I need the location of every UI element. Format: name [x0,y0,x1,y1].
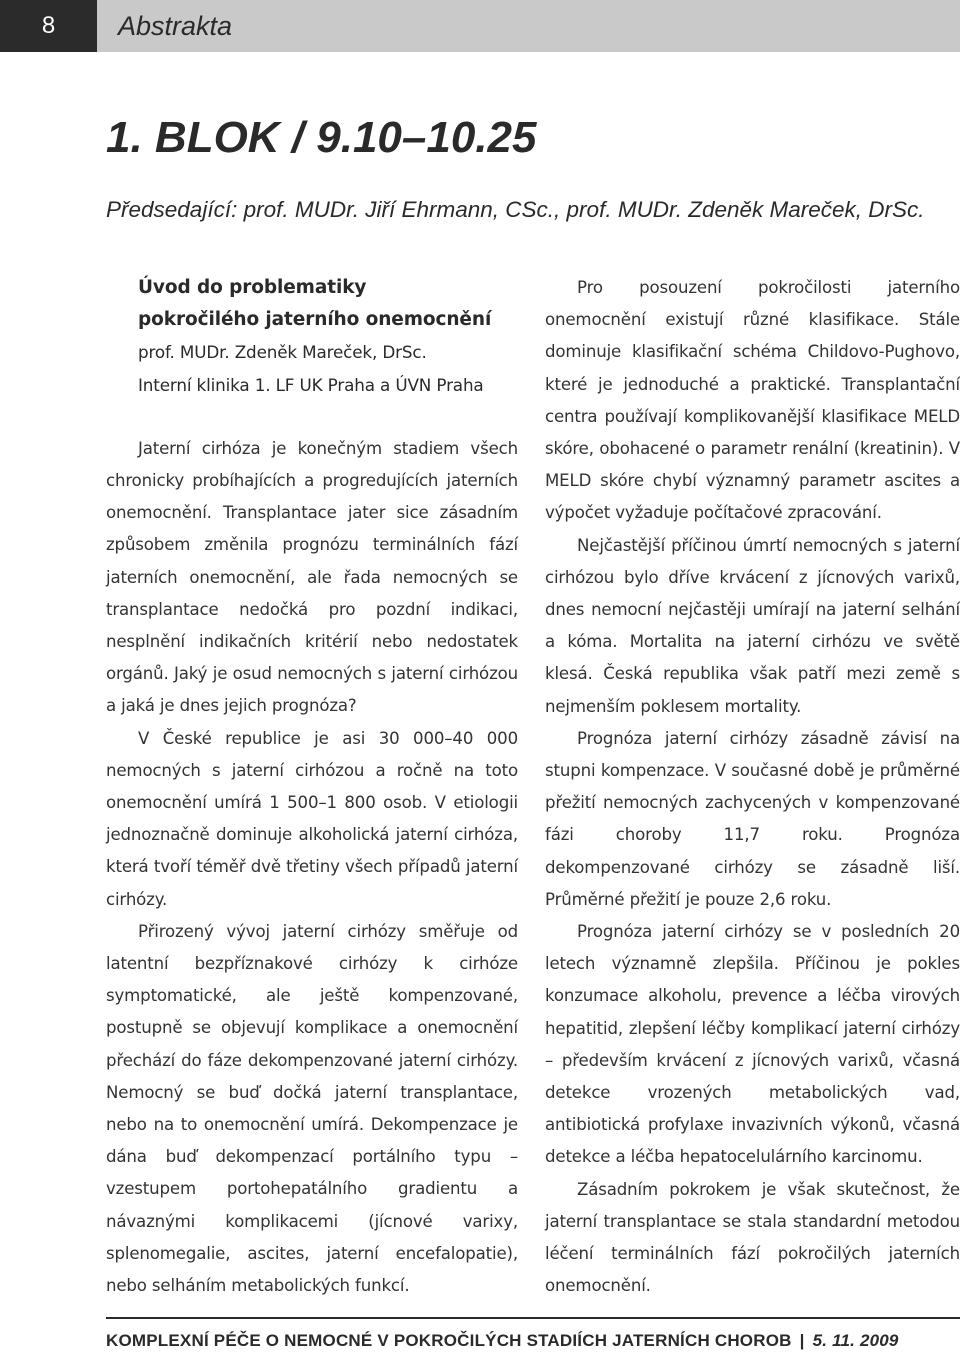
left-column [106,272,518,1302]
page-number: 8 [0,0,97,52]
paragraph: Zásadním pokrokem je však skutečnost, že jaterní transplantace se stala standardní metodou léčení terminálních fází pokročilých jaterních onemocnění. [545,1179,960,1296]
paragraph: V České republice je asi 30 000–40 000 nemocných s jaterní cirhózou a ročně na toto onemocnění umírá 1 500–1 800 osob. V etiologii jednoznačně dominuje alkoholická jaterní cirhóza, která tvoří téměř dvě třetiny všech případů jaterní cirhózy. [106,728,518,909]
paragraph: Prognóza jaterní cirhózy se v posledních 20 letech významně zlepšila. Příčinou je pokles konzumace alkoholu, prevence a léčba virových hepatitid, zlepšení léčby komplikací jaterní cirhózy – především krvácení z jícnových varixů, včasná detekce vrozených metabolických vad, antibiotická profylaxe invazivních výkonů, včasná detekce a léčba hepatocelulárního karcinomu. [545,922,960,1167]
footer-rule [106,1317,960,1319]
paragraph: Jaterní cirhóza je konečným stadiem všech chronicky probíhajících a progredujících jaterních onemocnění. Transplantace jater sice zásadním způsobem změnila prognózu terminálních fází jaterních onemocnění, ale řada nemocných se transplantace nedočká pro pozdní indikaci, nesplnění indikačních kritérií nebo nedostatek orgánů. Jaký je osud nemocných s jaterní cirhózou a jaká je dnes jejich prognóza? [106,438,518,716]
session-chairs: Předsedající: prof. MUDr. Jiří Ehrmann, CSc., prof. MUDr. Zdeněk Mareček, DrSc. [106,197,925,222]
article-title-line-2: pokročilého jaterního onemocnění [138,309,492,331]
paragraph: Přirozený vývoj jaterní cirhózy směřuje od latentní bezpříznakové cirhózy k cirhóze symptomatické, ale ještě kompenzované, postupně se objevují komplikace a onemocnění přechází do fáze dekompenzované jaterní cirhózy. Nemocný se buď dočká jaterní transplantace, nebo na to onemocnění umírá. Dekompenzace je dána buď dekompenzací portálního typu – vzestupem portohepatálního gradientu a návaznými komplikacemi (jícnové varixy, splenomegalie, ascites, jaterní encefalopatie), nebo selháním metabolických funkcí. [106,921,518,1296]
paragraph: Prognóza jaterní cirhózy zásadně závisí na stupni kompenzace. V současné době je průměrné přežití nemocných zachycených v kompenzované fázi choroby 11,7 roku. Prognóza dekompenzované cirhózy se zásadně liší. Průměrné přežití je pouze 2,6 roku. [545,728,960,909]
article-affiliation: Interní klinika 1. LF UK Praha a ÚVN Praha [138,374,484,395]
footer-separator: | [799,1331,805,1350]
footer-date: 5. 11. 2009 [812,1331,899,1350]
article-author: prof. MUDr. Zdeněk Mareček, DrSc. [138,342,427,363]
article-title-line-1: Úvod do problematiky [138,277,367,298]
spacer [106,401,518,433]
paragraph: Nejčastější příčinou úmrtí nemocných s jaterní cirhózou bylo dříve krvácení z jícnových varixů, dnes nemocní nejčastěji umírají na jaterní selhání a kóma. Mortalita na jaterní cirhózu ve světě klesá. Česká republika však patří mezi země s nejmenším poklesem mortality. [545,535,960,716]
section-label: Abstrakta [118,10,233,41]
block-title: 1. BLOK / 9.10–10.25 [106,113,537,162]
header-bar [0,0,960,52]
footer [106,1331,899,1351]
right-column [545,272,960,1303]
paragraph: Pro posouzení pokročilosti jaterního onemocnění existují různé klasifikace. Stále dominuje klasifikační schéma Childovo-Pughovo, které je jednoduché a praktické. Transplantační centra používají komplikovanější klasifikace MELD skóre, obohacené o parametr renální (kreatinin). V MELD skóre chybí významný parametr ascites a výpočet vyžaduje počítačové zpracování. [545,278,960,523]
footer-title: KOMPLEXNÍ PÉČE O NEMOCNÉ V POKROČILÝCH STADIÍCH JATERNÍCH CHOROB [106,1331,792,1350]
